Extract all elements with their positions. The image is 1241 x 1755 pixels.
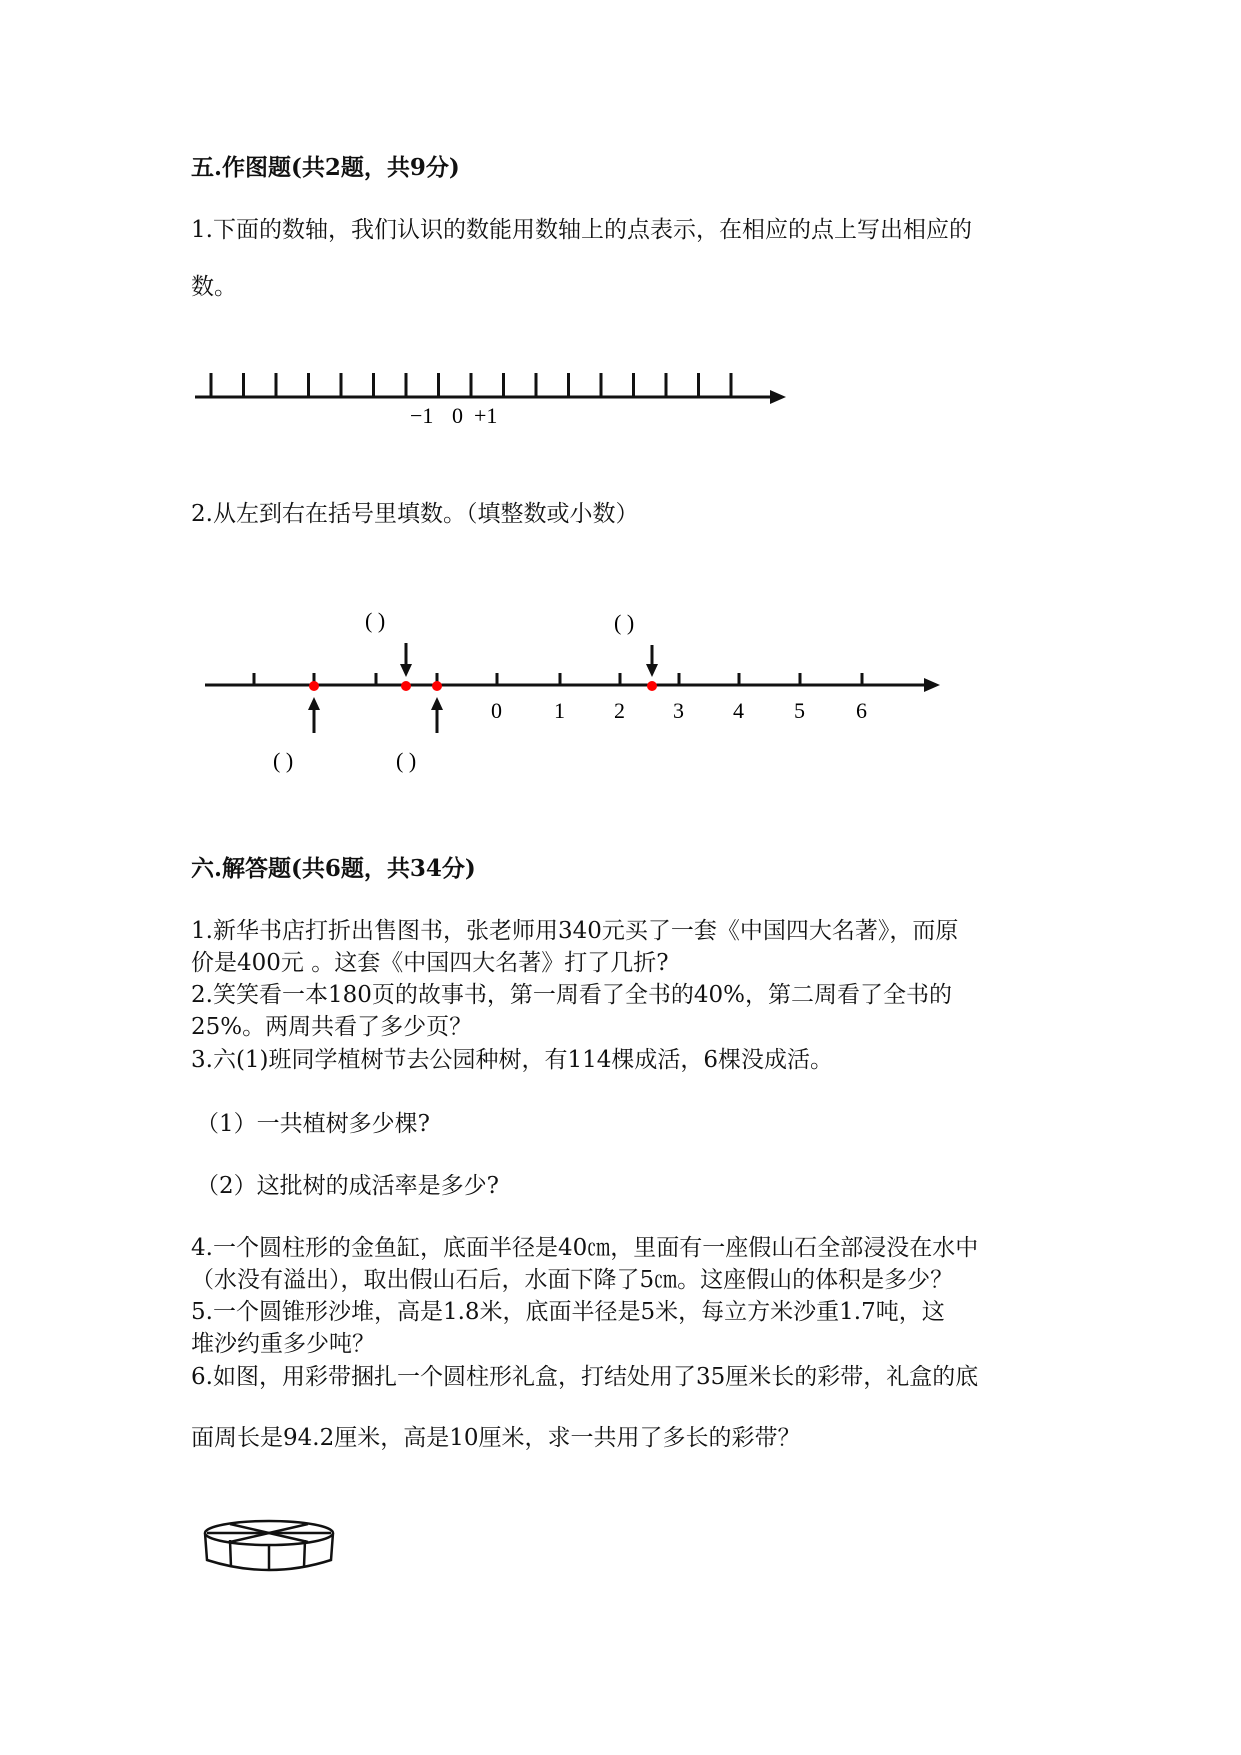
arrow-head-icon [924, 678, 940, 692]
question-5-1-text-cont: 数。 [191, 274, 237, 300]
question-text-line: 3.六(1)班同学植树节去公园种树，有114棵成活，6棵没成活。 [191, 1047, 834, 1073]
arrow-head-icon [770, 390, 786, 404]
section-6-heading: 六.解答题(共6题，共34分) [191, 855, 476, 882]
question-text-line: 2.笑笑看一本180页的故事书，第一周看了全书的40%，第二周看了全书的 [191, 982, 952, 1008]
up-arrow-icon [431, 697, 443, 733]
axis-label: 1 [554, 698, 565, 723]
up-arrow-icon [308, 697, 320, 733]
axis-label-plus1: +1 [474, 403, 498, 428]
question-text-line: （1）一共植树多少棵? [196, 1111, 430, 1137]
marked-point [309, 681, 319, 691]
axis-label: 6 [856, 698, 867, 723]
question-text-line: 5.一个圆锥形沙堆，高是1.8米，底面半径是5米，每立方米沙重1.7吨，这 [191, 1299, 945, 1325]
down-arrow-icon [646, 645, 658, 677]
axis-label: 3 [673, 698, 684, 723]
question-5-2-text: 2.从左到右在括号里填数。（填整数或小数） [191, 501, 639, 527]
section-5-heading: 五.作图题(共2题，共9分) [191, 154, 460, 181]
down-arrow-icon [400, 643, 412, 677]
question-text-line: 堆沙约重多少吨？ [191, 1331, 375, 1357]
question-5-1-text: 1.下面的数轴，我们认识的数能用数轴上的点表示，在相应的点上写出相应的 [191, 217, 972, 243]
answer-blank[interactable]: ( ) [273, 748, 294, 773]
question-text-line: 1.新华书店打折出售图书，张老师用340元买了一套《中国四大名著》，而原 [191, 918, 959, 944]
question-text-line: 6.如图，用彩带捆扎一个圆柱形礼盒，打结处用了35厘米长的彩带，礼盒的底 [191, 1364, 979, 1390]
number-line-1 [195, 373, 786, 404]
question-text-line: （2）这批树的成活率是多少? [196, 1173, 499, 1199]
axis-label: 0 [491, 698, 502, 723]
cylinder-gift-box-figure [205, 1521, 333, 1570]
marked-point [401, 681, 411, 691]
answer-blank[interactable]: ( ) [614, 610, 635, 635]
axis-label: 5 [794, 698, 805, 723]
marked-point [432, 681, 442, 691]
axis-label-minus1: −1 [410, 403, 434, 428]
answer-blank[interactable]: ( ) [396, 748, 417, 773]
question-text-line: 面周长是94.2厘米，高是10厘米，求一共用了多长的彩带？ [191, 1425, 801, 1451]
question-text-line: （水没有溢出），取出假山石后，水面下降了5㎝。这座假山的体积是多少？ [191, 1267, 954, 1293]
axis-label: 2 [614, 698, 625, 723]
answer-blank[interactable]: ( ) [365, 608, 386, 633]
marked-point [647, 681, 657, 691]
axis-label: 4 [733, 698, 744, 723]
axis-label-0: 0 [452, 403, 463, 428]
question-text-line: 25%。两周共看了多少页？ [191, 1014, 473, 1040]
question-text-line: 价是400元 。这套《中国四大名著》打了几折? [191, 950, 669, 976]
question-text-line: 4.一个圆柱形的金鱼缸，底面半径是40㎝，里面有一座假山石全部浸没在水中 [191, 1235, 979, 1261]
